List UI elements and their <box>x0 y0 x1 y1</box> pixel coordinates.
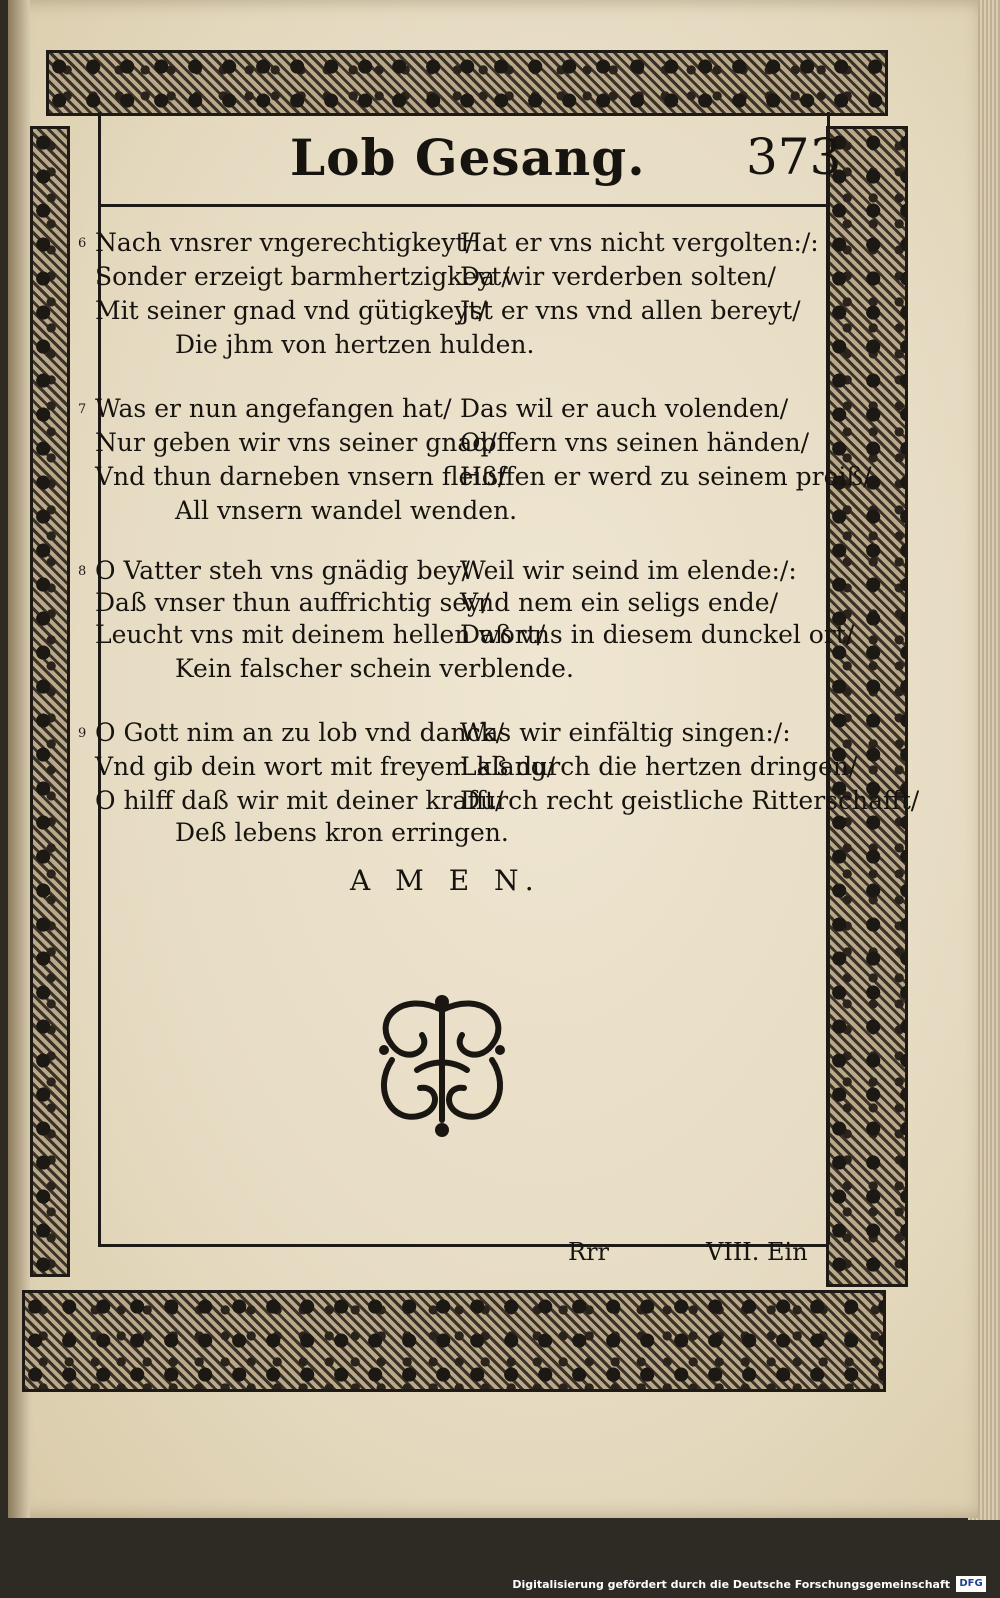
verse-number: 7 <box>78 402 87 417</box>
verse-number: 9 <box>78 726 87 741</box>
funding-credit: Digitalisierung gefördert durch die Deutsche Forschungsgemeinschaft <box>512 1578 950 1591</box>
header-rule <box>98 204 826 207</box>
verse-line-left: O Gott nim an zu lob vnd danck/ <box>95 718 505 747</box>
verse-line-left: Vnd thun darneben vnsern fleiß/ <box>95 462 507 491</box>
verse-line-left: Nach vnsrer vngerechtigkeyt/ <box>95 228 474 257</box>
verse-line-left: Daß vnser thun auffrichtig sey/ <box>95 588 490 617</box>
verse-line-right: Durch recht geistliche Ritterschafft/ <box>460 786 920 815</box>
dfg-logo: DFG <box>956 1576 986 1592</box>
page-title: Lob Gesang. <box>290 128 646 187</box>
verse-line-right: Da wir verderben solten/ <box>460 262 776 291</box>
verse-line-right: Hoffen er werd zu seinem preiß/ <box>460 462 872 491</box>
signature-mark: Rrr <box>568 1238 610 1266</box>
verse-line-left: Was er nun angefangen hat/ <box>95 394 452 423</box>
catchword: VIII. Ein <box>706 1238 808 1266</box>
fleuron-ornament-icon <box>362 990 522 1140</box>
verse-closing-line: All vnsern wandel wenden. <box>175 496 518 525</box>
verse-line-right: Jst er vns vnd allen bereyt/ <box>460 296 801 325</box>
verse-line-left: Mit seiner gnad vnd gütigkeyt/ <box>95 296 487 325</box>
verse-line-right: Laß durch die hertzen dringen/ <box>460 752 858 781</box>
ornament-border-bottom <box>22 1290 886 1392</box>
page-number: 373 <box>746 128 842 186</box>
verse-line-right: Hat er vns nicht vergolten:/: <box>460 228 819 257</box>
verse-line-left: Leucht vns mit deinem hellen wort/ <box>95 620 546 649</box>
verse-line-left: Sonder erzeigt barmhertzigkeyt/ <box>95 262 510 291</box>
verse-line-right: Opffern vns seinen händen/ <box>460 428 810 457</box>
verse-line-left: Nur geben wir vns seiner gnad/ <box>95 428 497 457</box>
verse-line-right: Weil wir seind im elende:/: <box>460 556 797 585</box>
verse-line-left: O hilff daß wir mit deiner krafft/ <box>95 786 504 815</box>
verse-line-left: Vnd gib dein wort mit freyem klang/ <box>95 752 556 781</box>
verse-number: 6 <box>78 236 87 251</box>
verse-line-right: Daß vns in diesem dunckel ort/ <box>460 620 855 649</box>
amen-line: A M E N. <box>350 864 542 897</box>
verse-closing-line: Deß lebens kron erringen. <box>175 818 509 847</box>
verse-line-right: Das wil er auch volenden/ <box>460 394 789 423</box>
verse-closing-line: Kein falscher schein verblende. <box>175 654 574 683</box>
verse-closing-line: Die jhm von hertzen hulden. <box>175 330 535 359</box>
verse-number: 8 <box>78 564 87 579</box>
ornament-border-top <box>46 50 888 116</box>
verse-line-right: Vnd nem ein seligs ende/ <box>460 588 779 617</box>
verse-line-left: O Vatter steh vns gnädig bey/ <box>95 556 470 585</box>
ornament-border-right <box>826 126 908 1287</box>
verse-line-right: Was wir einfältig singen:/: <box>460 718 791 747</box>
ornament-border-left <box>30 126 70 1277</box>
